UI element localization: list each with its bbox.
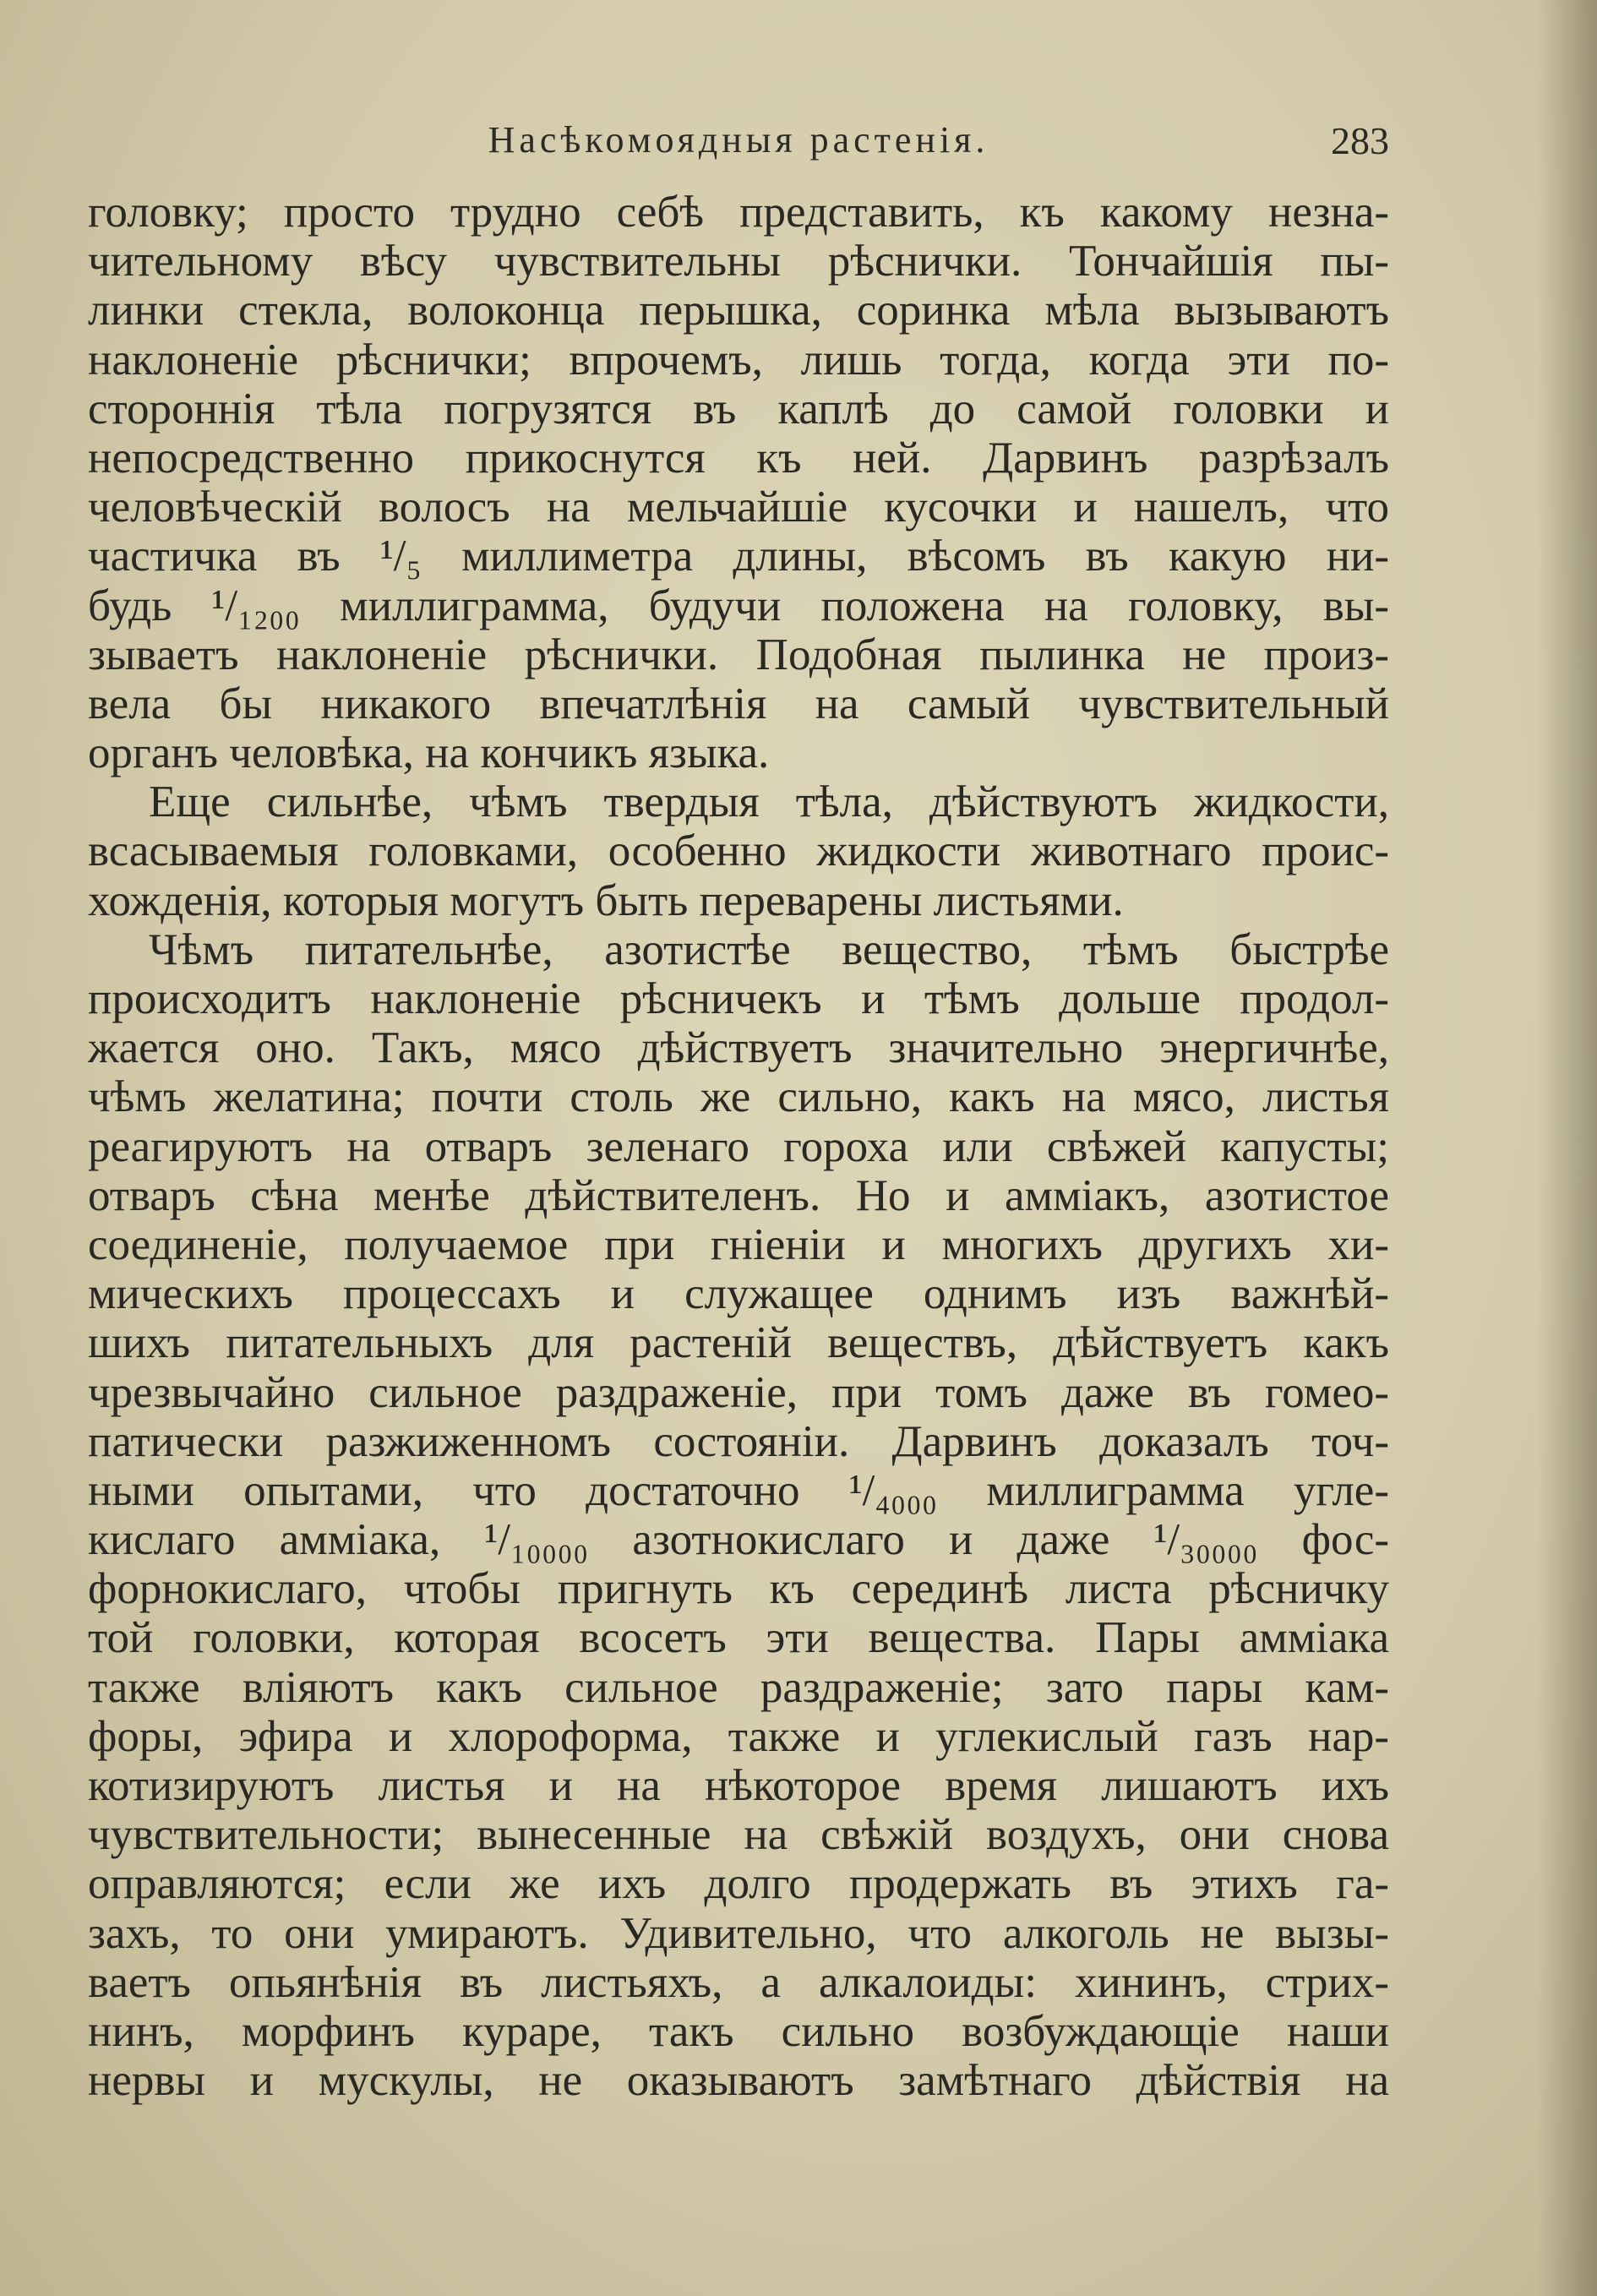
text-line: мическихъ процессахъ и служащее однимъ изъ важнѣй- <box>88 1269 1389 1319</box>
text-line: котизируютъ листья и на нѣкоторое время лишаютъ ихъ <box>88 1761 1389 1810</box>
text-line: будь ¹/₁₂₀₀ миллиграмма, будучи положена на головку, вы- <box>88 581 1389 630</box>
text-line: хожденія, которыя могутъ быть переварены листьями. <box>88 875 1124 925</box>
body-text <box>88 188 1389 2105</box>
text-line: человѣческій волосъ на мельчайшіе кусочки и нашелъ, что <box>88 483 1389 532</box>
text-line: всасываемыя головками, особенно жидкости животнаго проис- <box>88 826 1389 876</box>
text-line: ваетъ опьянѣнія въ листьяхъ, а алкалоиды: хининъ, стрих- <box>88 1957 1389 2007</box>
text-line: захъ, то они умираютъ. Удивительно, что алкоголь не вызы- <box>88 1908 1389 1958</box>
text-line: Еще сильнѣе, чѣмъ твердыя тѣла, дѣйствуютъ жидкости, <box>149 777 1389 827</box>
text-line: реагируютъ на отваръ зеленаго гороха или свѣжей капусты; <box>88 1121 1389 1171</box>
text-line: оправляются; если же ихъ долго продержать въ этихъ га- <box>88 1859 1389 1909</box>
text-line: вела бы никакого впечатлѣнія на самый чувствительный <box>88 679 1389 728</box>
text-line: ными опытами, что достаточно ¹/₄₀₀₀ миллиграмма угле- <box>88 1465 1389 1515</box>
running-title: Насѣкомоядныя растенія. <box>488 119 989 161</box>
text-line: жается оно. Такъ, мясо дѣйствуетъ значительно энергичнѣе, <box>88 1023 1389 1073</box>
text-line: чительному вѣсу чувствительны рѣснички. Тончайшія пы- <box>88 237 1389 286</box>
text-line: зываетъ наклоненіе рѣснички. Подобная пылинка не произ- <box>88 630 1389 679</box>
text-line: шихъ питательныхъ для растеній веществъ, дѣйствуетъ какъ <box>88 1318 1389 1368</box>
text-line: чѣмъ желатина; почти столь же сильно, какъ на мясо, листья <box>88 1072 1389 1122</box>
text-line: органъ человѣка, на кончикъ языка. <box>88 728 770 778</box>
page-edge-shadow <box>1538 0 1597 2296</box>
text-line: нинъ, морфинъ кураре, такъ сильно возбуждающіе наши <box>88 2006 1389 2056</box>
text-line: стороннія тѣла погрузятся въ каплѣ до самой головки и <box>88 384 1389 434</box>
text-line: той головки, которая всосетъ эти вещества. Пары амміака <box>88 1613 1389 1663</box>
text-line: непосредственно прикоснутся къ ней. Дарвинъ разрѣзалъ <box>88 433 1389 483</box>
text-line: кислаго амміака, ¹/₁₀₀₀₀ азотнокислаго и даже ¹/₃₀₀₀₀ фос- <box>88 1515 1389 1565</box>
text-line: наклоненіе рѣснички; впрочемъ, лишь тогда, когда эти по- <box>88 335 1389 384</box>
text-line: частичка въ ¹/₅ миллиметра длины, вѣсомъ въ какую ни- <box>88 532 1389 581</box>
page-number: 283 <box>1331 119 1389 162</box>
text-line: отваръ сѣна менѣе дѣйствителенъ. Но и амміакъ, азотистое <box>88 1170 1389 1220</box>
text-line: форнокислаго, чтобы пригнуть къ серединѣ листа рѣсничку <box>88 1564 1389 1614</box>
page-header <box>88 118 1389 169</box>
text-line: форы, эфира и хлороформа, также и углекислый газъ нар- <box>88 1711 1389 1761</box>
text-line: также вліяютъ какъ сильное раздраженіе; зато пары кам- <box>88 1662 1389 1712</box>
text-line: Чѣмъ питательнѣе, азотистѣе вещество, тѣмъ быстрѣе <box>149 924 1389 974</box>
text-line: соединеніе, получаемое при гніеніи и многихъ другихъ хи- <box>88 1219 1389 1269</box>
text-line: патически разжиженномъ состояніи. Дарвинъ доказалъ точ- <box>88 1416 1389 1466</box>
text-line: головку; просто трудно себѣ представить, къ какому незна- <box>88 188 1389 237</box>
text-line: нервы и мускулы, не оказываютъ замѣтнаго дѣйствія на <box>88 2056 1389 2106</box>
text-line: происходитъ наклоненіе рѣсничекъ и тѣмъ дольше продол- <box>88 974 1389 1023</box>
text-line: чрезвычайно сильное раздраженіе, при томъ даже въ гомео- <box>88 1367 1389 1417</box>
text-line: чувствительности; вынесенные на свѣжій воздухъ, они снова <box>88 1810 1389 1860</box>
text-line: линки стекла, волоконца перышка, соринка мѣла вызываютъ <box>88 286 1389 335</box>
